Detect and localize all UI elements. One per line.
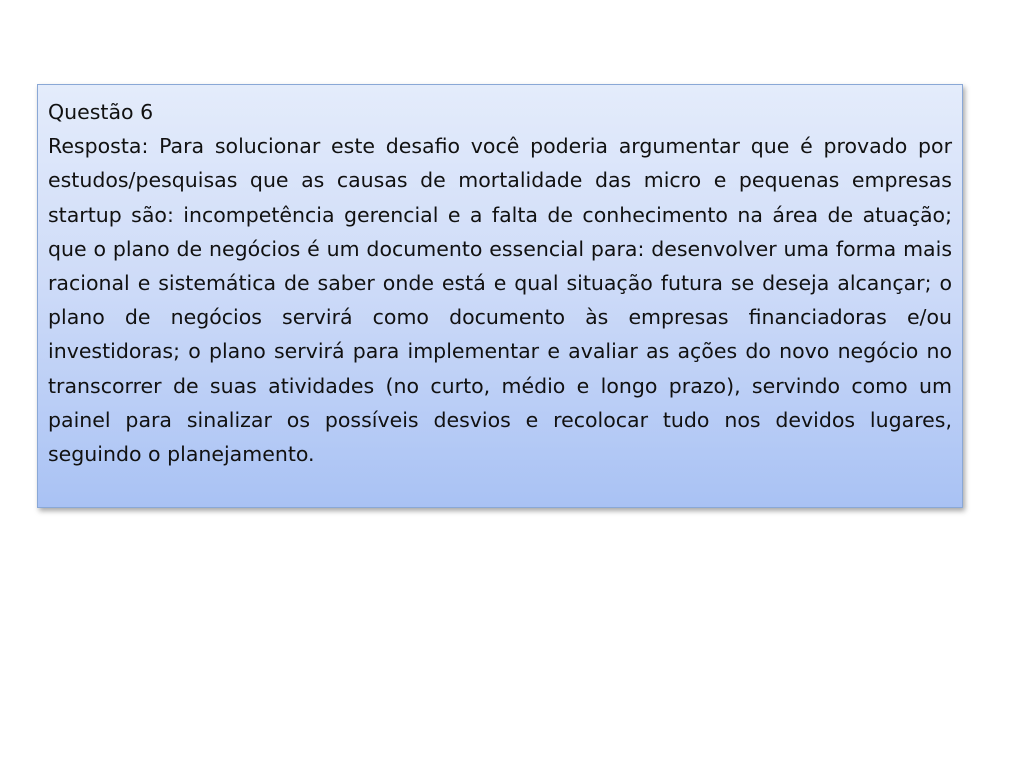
answer-text: Resposta: Para solucionar este desafio você poderia argumentar que é provado por estudos/pesquisas que as causas de mortalidade das micro e pequenas empresas startup são: incompetência gerencial e a falta de conhecimento na área de atuação; que o plano de negócios é um documento essencial para: desenvolver uma forma mais racional e sistemática de saber onde está e qual situação futura se deseja alcançar; o plano de negócios servirá como documento às empresas financiadoras e/ou investidoras; o plano servirá para implementar e avaliar as ações do novo negócio no transcorrer de suas atividades (no curto, médio e longo prazo), servindo como um painel para sinalizar os possíveis desvios e recolocar tudo nos devidos lugares, seguindo o planejamento. <box>48 134 952 467</box>
answer-textbox <box>37 84 963 508</box>
question-heading: Questão 6 <box>48 100 154 124</box>
